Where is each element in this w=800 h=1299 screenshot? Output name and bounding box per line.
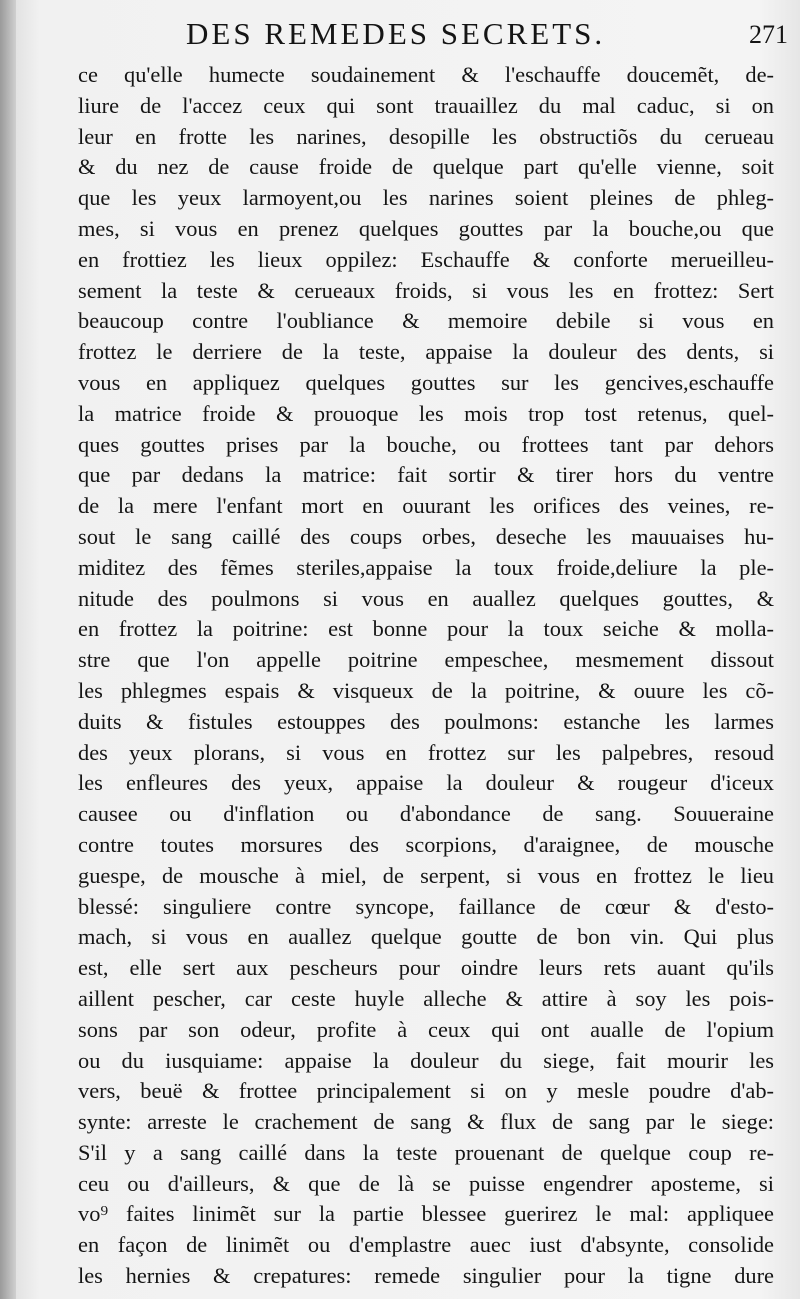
text-line: duits & fistules estouppes des poulmons: estanche les larmes xyxy=(78,708,774,734)
text-line: la matrice froide & prouoque les mois trop tost retenus, quel- xyxy=(78,400,774,426)
body-text xyxy=(78,60,774,1292)
text-line: miditez des fẽmes steriles,appaise la toux froide,deliure la ple- xyxy=(78,554,774,580)
text-line: vers, beuë & frottee principalement si on y mesle poudre d'ab- xyxy=(78,1078,774,1104)
text-line: liure de l'accez ceux qui sont trauaillez du mal caduc, si on xyxy=(78,92,774,118)
text-line: aillent pescher, car ceste huyle alleche & attire à soy les pois- xyxy=(78,985,774,1011)
text-line: blessé: singuliere contre syncope, faillance de cœur & d'esto- xyxy=(78,893,774,919)
text-line: & du nez de cause froide de quelque part qu'elle vienne, soit xyxy=(78,154,774,180)
text-line: de la mere l'enfant mort en ouurant les orifices des veines, re- xyxy=(78,493,774,519)
text-line: en façon de linimẽt ou d'emplastre auec iust d'absynte, consolide xyxy=(78,1232,774,1258)
text-line: ceu ou d'ailleurs, & que de là se puisse engendrer aposteme, si xyxy=(78,1170,774,1196)
text-line: vous en appliquez quelques gouttes sur les gencives,eschauffe xyxy=(78,369,774,395)
text-line: des yeux plorans, si vous en frottez sur les palpebres, resoud xyxy=(78,739,774,765)
text-line: S'il y a sang caillé dans la teste prouenant de quelque coup re- xyxy=(78,1139,774,1165)
text-line: frottez le derriere de la teste, appaise la douleur des dents, si xyxy=(78,339,774,365)
page-gutter-shadow xyxy=(0,0,16,1299)
text-line: sout le sang caillé des coups orbes, deseche les mauuaises hu- xyxy=(78,523,774,549)
text-line: en frottez la poitrine: est bonne pour la toux seiche & molla- xyxy=(78,616,774,642)
text-line: sement la teste & cerueaux froids, si vous les en frottez: Sert xyxy=(78,277,774,303)
text-line: que les yeux larmoyent,ou les narines soient pleines de phleg- xyxy=(78,185,774,211)
text-line: est, elle sert aux pescheurs pour oindre leurs rets auant qu'ils xyxy=(78,955,774,981)
text-line: sons par son odeur, profite à ceux qui ont aualle de l'opium xyxy=(78,1016,774,1042)
text-line: guespe, de mousche à miel, de serpent, si vous en frottez le lieu xyxy=(78,862,774,888)
text-line: stre que l'on appelle poitrine empeschee, mesmement dissout xyxy=(78,647,774,673)
text-line: causee ou d'inflation ou d'abondance de sang. Souueraine xyxy=(78,801,774,827)
text-line: ques gouttes prises par la bouche, ou frottees tant par dehors xyxy=(78,431,774,457)
text-line: les hernies & crepatures: remede singulier pour la tigne dure xyxy=(78,1263,774,1289)
text-line: leur en frotte les narines, desopille les obstructiõs du cerueau xyxy=(78,123,774,149)
text-line: vo⁹ faites linimẽt sur la partie blessee guerirez le mal: appliquee xyxy=(78,1201,774,1227)
text-line: ce qu'elle humecte soudainement & l'eschauffe doucemẽt, de- xyxy=(78,62,774,87)
text-line: que par dedans la matrice: fait sortir & tirer hors du ventre xyxy=(78,462,774,488)
page-number: 271 xyxy=(749,20,788,49)
text-line: beaucoup contre l'oubliance & memoire debile si vous en xyxy=(78,308,774,334)
text-line: nitude des poulmons si vous en auallez quelques gouttes, & xyxy=(78,585,774,611)
running-head xyxy=(0,14,800,54)
text-line: les enfleures des yeux, appaise la douleur & rougeur d'iceux xyxy=(78,770,774,796)
text-line: synte: arreste le crachement de sang & flux de sang par le siege: xyxy=(78,1109,774,1135)
text-line: mach, si vous en auallez quelque goutte de bon vin. Qui plus xyxy=(78,924,774,950)
running-head-title: DES REMEDES SECRETS. xyxy=(186,16,606,51)
text-line: en frottiez les lieux oppilez: Eschauffe & conforte merueilleu- xyxy=(78,246,774,272)
text-line: contre toutes morsures des scorpions, d'araignee, de mousche xyxy=(78,831,774,857)
text-line: mes, si vous en prenez quelques gouttes par la bouche,ou que xyxy=(78,215,774,241)
text-line: les phlegmes espais & visqueux de la poitrine, & ouure les cõ- xyxy=(78,677,774,703)
text-line: ou du iusquiame: appaise la douleur du siege, fait mourir les xyxy=(78,1047,774,1073)
